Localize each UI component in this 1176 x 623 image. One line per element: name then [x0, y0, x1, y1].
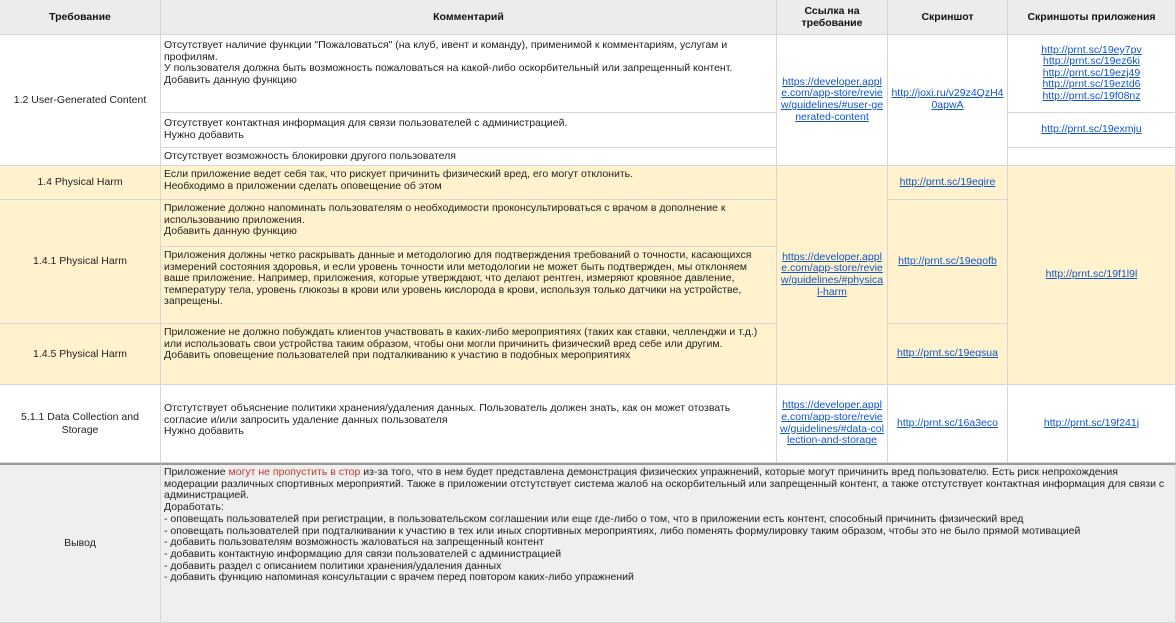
app-screenshot-link[interactable]: http://prnt.sc/19f241j: [1043, 416, 1140, 429]
comment-cell[interactable]: Отсутствует возможность блокировки другого пользователя: [161, 148, 777, 166]
app-screenshot-link[interactable]: http://prnt.sc/19eztd6: [1042, 78, 1141, 91]
screenshot-cell: [888, 385, 1008, 463]
summary-intro-end: из-за того, что в нем будет представлена демонстрация физических упражнений, которые могут причинить вред пользователю. Есть риск непрохождения модерации различных спортивных мероприятий. Также в приложении отстутствует система жалоб на оскорбительный или запрещенный контент, а также отстутствует контактная информация для связи с администрацией.: [164, 466, 1165, 502]
summary-todo-list: Доработать: - оповещать пользователей при регистрации, в пользовательском соглашении или еще где-либо о том, что в приложении есть контент, способный причинить физический вред - оповещать пользователей при подталкивании к участию в тех или иных спортивных мероприятиях, либо поменять формулировку таким образом, чтобы это не было прямой мотивацией - добавить пользователям возможность жаловаться на запрещенный контент - добавить контактную информацию для связи пользователей с администрацией - добавить раздел с описанием политики хранения/удаления данных - добавить функцию напоминая консультации с врачем перед повтором каких-либо упражнений: [164, 501, 1081, 584]
comment-cell[interactable]: Отсутствует контактная информация для связи пользователей с администрацией. Нужно добавить: [161, 113, 777, 148]
guideline-link[interactable]: https://developer.apple.com/app-store/review/guidelines/#user-generated-content: [780, 75, 884, 123]
requirement-cell-1-2[interactable]: 1.2 User-Generated Content: [0, 35, 161, 166]
screenshot-link[interactable]: http://joxi.ru/v29z4QzH40apwA: [891, 87, 1004, 111]
screenshot-link[interactable]: http://prnt.sc/19eqofb: [898, 254, 997, 267]
app-screenshot-link[interactable]: http://prnt.sc/19ezj49: [1042, 66, 1141, 79]
header-requirement[interactable]: Требование: [0, 0, 161, 35]
app-screenshot-link[interactable]: http://prnt.sc/19ey7pv: [1041, 43, 1142, 56]
comment-cell[interactable]: Приложение должно напоминать пользователям о необходимости проконсультироваться с врачом в дополнение к использованию приложения. Добавить данную функцию: [161, 200, 777, 247]
screenshot-cell: [888, 324, 1008, 385]
comment-cell[interactable]: Приложения должны четко раскрывать данные и методологию для подтверждения требований о точности, касающихся измерений состояния здоровья, и если уровень точности или методологии не может быть подтвержден, мы отклоняем ваше приложение. Например, приложения, которые утверждают, что делают рентген, измеряют кровяное давление, температуру тела, уровень глюкозы в крови или уровень кислорода в крови, используя только датчики на устройстве, запрещены.: [161, 247, 777, 324]
screenshot-cell: [888, 166, 1008, 200]
comment-cell[interactable]: Если приложение ведет себя так, что рискует причинить физический вред, его могут отклонить. Необходимо в приложении сделать оповещение об этом: [161, 166, 777, 200]
header-app-screenshots[interactable]: Скриншоты приложения: [1008, 0, 1176, 35]
app-screenshots-cell: [1008, 385, 1176, 463]
guideline-link[interactable]: https://developer.apple.com/app-store/review/guidelines/#physical-harm: [780, 250, 884, 298]
empty-cell[interactable]: [1008, 148, 1176, 166]
screenshot-link[interactable]: http://prnt.sc/19eqsua: [897, 347, 998, 360]
app-screenshots-cell: [1008, 166, 1176, 385]
app-screenshot-link[interactable]: http://prnt.sc/19ez6ki: [1043, 55, 1140, 68]
header-screenshot[interactable]: Скриншот: [888, 0, 1008, 35]
screenshot-cell: [888, 35, 1008, 166]
app-screenshots-cell: [1008, 113, 1176, 148]
link-cell: [777, 166, 888, 385]
app-screenshots-cell: [1008, 35, 1176, 113]
summary-warning: могут не пропустить в стор: [228, 466, 361, 478]
link-cell: [777, 385, 888, 463]
requirement-cell-1-4-5[interactable]: 1.4.5 Physical Harm: [0, 324, 161, 385]
header-link[interactable]: Ссылка на требование: [777, 0, 888, 35]
screenshot-link[interactable]: http://prnt.sc/19eqire: [899, 175, 996, 188]
guideline-link[interactable]: https://developer.apple.com/app-store/review/guidelines/#data-collection-and-storage: [780, 399, 884, 447]
app-screenshot-link[interactable]: http://prnt.sc/19exmju: [1041, 123, 1142, 136]
link-cell: [777, 35, 888, 166]
requirement-cell-1-4[interactable]: 1.4 Physical Harm: [0, 166, 161, 200]
requirement-cell-5-1-1[interactable]: 5.1.1 Data Collection and Storage: [0, 385, 161, 463]
header-comment[interactable]: Комментарий: [161, 0, 777, 35]
app-screenshot-link[interactable]: http://prnt.sc/19f08nz: [1042, 89, 1141, 102]
screenshot-link[interactable]: http://prnt.sc/16a3eco: [897, 416, 998, 429]
summary-intro-start: Приложение: [164, 466, 229, 478]
summary-label[interactable]: Вывод: [0, 463, 161, 623]
app-screenshot-link[interactable]: http://prnt.sc/19f1l9l: [1045, 268, 1138, 281]
screenshot-cell: [888, 200, 1008, 324]
comment-cell[interactable]: Приложение не должно побуждать клиентов участвовать в каких-либо мероприятиях (таких как ставки, челленджи и т.д.) или использовать свои устройства таким образом, чтобы они могли причинить физический вред себе или другим. Добавить оповещение пользователей при подталкиванию к участию в подобных мероприятиях: [161, 324, 777, 385]
comment-cell[interactable]: Отсутствует наличие функции "Пожаловаться" (на клуб, ивент и команду), применимой к комментариям, услугам и профилям. У пользователя должна быть возможность пожаловаться на какой-либо оскорбительный или запрещенный контент. Добавить данную функцию: [161, 35, 777, 113]
requirement-cell-1-4-1[interactable]: 1.4.1 Physical Harm: [0, 200, 161, 324]
summary-text[interactable]: [161, 463, 1176, 623]
comment-cell[interactable]: Отстутствует объяснение политики хранения/удаления данных. Пользователь должен знать, как он может отозвать согласие и/или запросить удаление данных пользователя Нужно добавить: [161, 385, 777, 463]
